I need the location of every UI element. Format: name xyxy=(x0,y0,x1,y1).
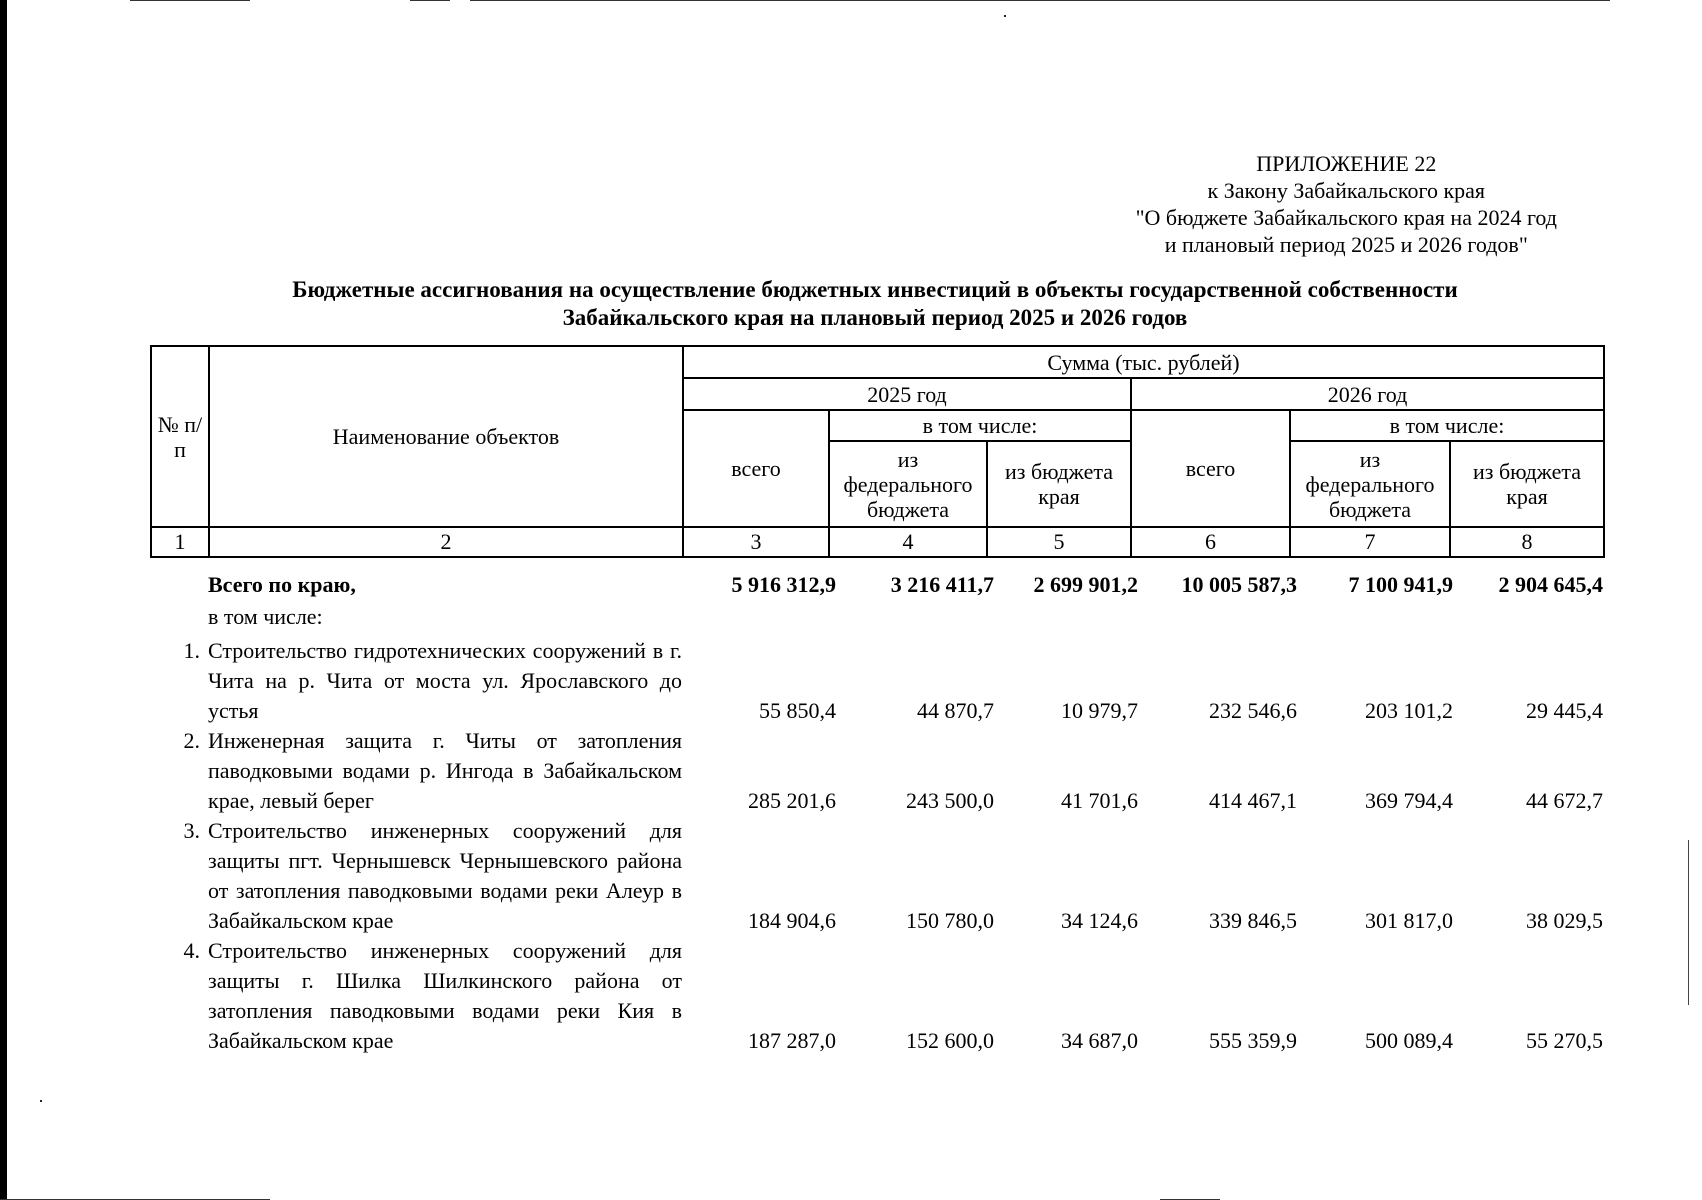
row-number: 3. xyxy=(183,818,200,843)
annex-line: ПРИЛОЖЕНИЕ 22 xyxy=(1256,151,1437,176)
column-number: 2 xyxy=(209,527,683,557)
column-number-row xyxy=(151,527,1604,557)
row-federal-2026: 203 101,2 xyxy=(1365,698,1453,723)
row-federal-2025: 243 500,0 xyxy=(906,788,994,813)
row-total-2026: 339 846,5 xyxy=(1209,908,1297,933)
row-regional-2026: 38 029,5 xyxy=(1526,908,1603,933)
column-number: 1 xyxy=(151,527,209,557)
scan-dot xyxy=(1004,15,1006,17)
header-year-2025: 2025 год xyxy=(683,378,1131,410)
row-number: 2. xyxy=(183,728,200,753)
table-row xyxy=(150,816,1603,936)
header-year-2026: 2026 год xyxy=(1131,378,1604,410)
row-regional-2025: 34 687,0 xyxy=(1061,1028,1138,1053)
row-total-2025: 184 904,6 xyxy=(748,908,836,933)
row-total-2026: 414 467,1 xyxy=(1209,788,1297,813)
header-name: Наименование объектов xyxy=(209,346,683,527)
header-sum: Сумма (тыс. рублей) xyxy=(683,346,1604,378)
column-number: 4 xyxy=(829,527,987,557)
summary-row xyxy=(150,570,1603,634)
row-total-2026: 555 359,9 xyxy=(1209,1028,1297,1053)
row-name: Строительство инженерных сооружений для защиты пгт. Чернышевск Чернышевского района от затопления паводковыми водами реки Алеур в Забайкальском крае xyxy=(208,818,682,933)
row-federal-2026: 301 817,0 xyxy=(1365,908,1453,933)
scan-line xyxy=(470,0,1610,1)
header-including-2025: в том числе: xyxy=(829,410,1131,441)
scan-line xyxy=(1688,840,1689,1005)
scan-dot xyxy=(40,1100,42,1102)
summary-total-2025: 5 916 312,9 xyxy=(731,572,836,597)
row-name: Строительство гидротехнических сооружений в г. Чита на р. Чита от моста ул. Ярославского до устья xyxy=(208,638,682,723)
row-name: Инженерная защита г. Читы от затопления паводковыми водами р. Ингода в Забайкальском крае, левый берег xyxy=(208,728,682,813)
column-number: 8 xyxy=(1450,527,1604,557)
row-federal-2026: 500 089,4 xyxy=(1365,1028,1453,1053)
row-federal-2025: 150 780,0 xyxy=(906,908,994,933)
row-federal-2025: 44 870,7 xyxy=(917,698,994,723)
summary-federal-2026: 7 100 941,9 xyxy=(1348,572,1453,597)
column-number: 7 xyxy=(1290,527,1450,557)
summary-label: Всего по краю, xyxy=(208,572,356,597)
row-number: 4. xyxy=(183,938,200,963)
table-body xyxy=(150,570,1603,1056)
summary-federal-2025: 3 216 411,7 xyxy=(890,572,994,597)
header-num: № п/п xyxy=(151,346,209,527)
summary-regional-2026: 2 904 645,4 xyxy=(1498,572,1603,597)
annex-line: к Закону Забайкальского края xyxy=(1207,178,1486,203)
title-line: Забайкальского края на плановый период 2025 и 2026 годов xyxy=(562,305,1188,330)
row-regional-2025: 41 701,6 xyxy=(1061,788,1138,813)
header-regional-2026: из бюджета края xyxy=(1450,441,1604,527)
scan-line xyxy=(410,0,450,1)
title-line: Бюджетные ассигнования на осуществление бюджетных инвестиций в объекты государственной собственности xyxy=(292,277,1458,302)
summary-sublabel: в том числе: xyxy=(208,604,323,629)
header-federal-2026: из федерального бюджета xyxy=(1290,441,1450,527)
table-row xyxy=(150,636,1603,726)
column-number: 5 xyxy=(987,527,1131,557)
row-regional-2026: 55 270,5 xyxy=(1526,1028,1603,1053)
column-number: 6 xyxy=(1131,527,1290,557)
row-total-2025: 55 850,4 xyxy=(759,698,836,723)
annex-line: и плановый период 2025 и 2026 годов" xyxy=(1164,232,1528,257)
annex-header xyxy=(1136,150,1557,258)
row-regional-2025: 10 979,7 xyxy=(1061,698,1138,723)
scan-line xyxy=(130,0,250,1)
table-row xyxy=(150,936,1603,1056)
table-row xyxy=(150,726,1603,816)
row-total-2025: 285 201,6 xyxy=(748,788,836,813)
summary-regional-2025: 2 699 901,2 xyxy=(1033,572,1138,597)
header-regional-2025: из бюджета края xyxy=(987,441,1131,527)
header-including-2026: в том числе: xyxy=(1290,410,1604,441)
row-federal-2026: 369 794,4 xyxy=(1365,788,1453,813)
annex-line: "О бюджете Забайкальского края на 2024 год xyxy=(1135,205,1557,230)
summary-total-2026: 10 005 587,3 xyxy=(1181,572,1297,597)
row-regional-2026: 29 445,4 xyxy=(1526,698,1603,723)
row-total-2026: 232 546,6 xyxy=(1209,698,1297,723)
row-number: 1. xyxy=(183,638,200,663)
scan-edge xyxy=(0,0,7,1200)
table-header xyxy=(150,345,1605,558)
column-number: 3 xyxy=(683,527,829,557)
row-regional-2025: 34 124,6 xyxy=(1061,908,1138,933)
row-federal-2025: 152 600,0 xyxy=(906,1028,994,1053)
row-name: Строительство инженерных сооружений для защиты г. Шилка Шилкинского района от затопления паводковыми водами реки Кия в Забайкальском крае xyxy=(208,938,682,1053)
row-total-2025: 187 287,0 xyxy=(748,1028,836,1053)
header-total-2026: всего xyxy=(1131,410,1290,527)
row-regional-2026: 44 672,7 xyxy=(1526,788,1603,813)
header-total-2025: всего xyxy=(683,410,829,527)
document-title xyxy=(150,276,1600,332)
header-federal-2025: из федерального бюджета xyxy=(829,441,987,527)
